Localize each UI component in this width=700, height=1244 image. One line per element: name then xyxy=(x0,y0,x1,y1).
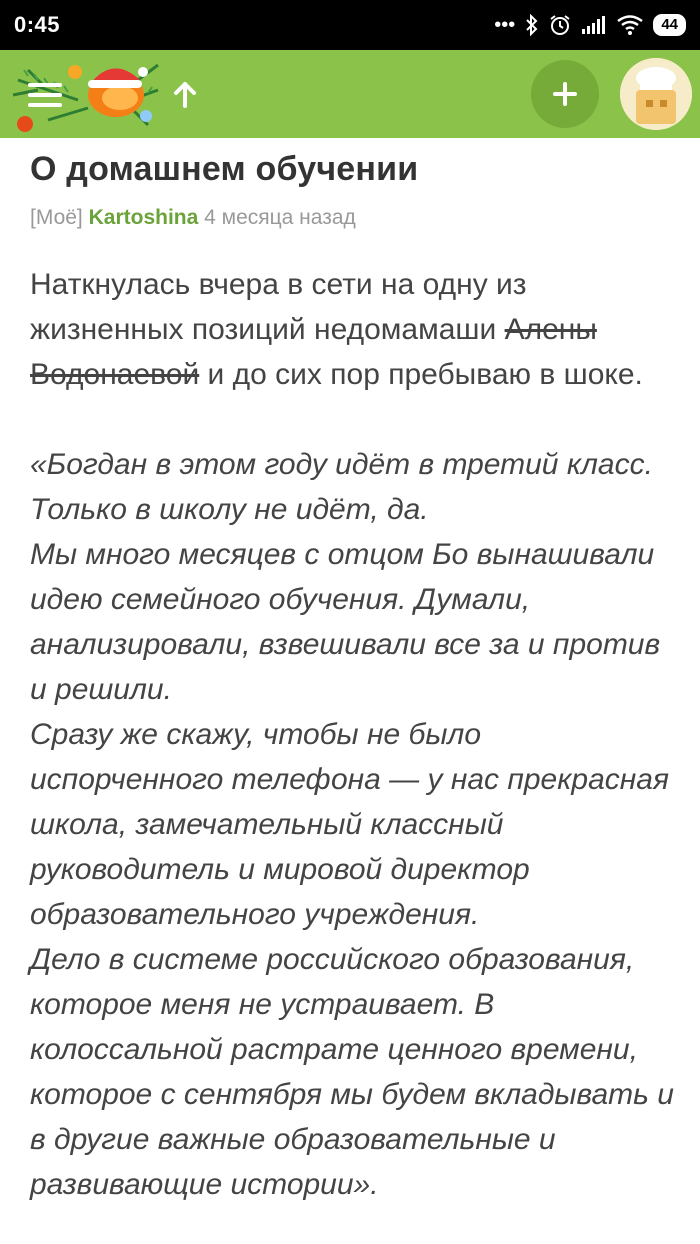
add-post-button[interactable] xyxy=(531,60,599,128)
status-bar xyxy=(0,0,700,50)
menu-icon-bar xyxy=(28,103,62,107)
signal-icon xyxy=(581,15,607,35)
menu-icon-bar xyxy=(28,83,62,87)
post-title[interactable]: О домашнем обучении xyxy=(30,150,419,188)
strikethrough-name: Алены Водонаевой xyxy=(30,313,597,391)
quote-line: Дело в системе российского образования, которое меня не устраивает. В колоссальной растрате ценного времени, которое с сентября мы будем вкладывать и в другие важные образовательные и развивающие истории». xyxy=(30,943,674,1201)
wifi-icon xyxy=(617,15,643,35)
status-time: 0:45 xyxy=(14,12,61,37)
post-time: 4 месяца назад xyxy=(204,206,356,229)
author-link[interactable]: Kartoshina xyxy=(88,206,199,229)
quote-block xyxy=(30,442,675,1207)
quote-line: «Богдан в этом году идёт в третий класс. xyxy=(30,448,653,481)
post-tag[interactable]: [Моё] xyxy=(30,206,83,229)
arrow-up-icon[interactable] xyxy=(170,78,200,110)
app-bar xyxy=(0,50,700,138)
quote-line: Только в школу не идёт, да. xyxy=(30,493,429,526)
intro-paragraph xyxy=(30,262,675,397)
menu-icon-bar xyxy=(28,93,62,97)
alarm-icon xyxy=(549,14,571,36)
status-icons xyxy=(494,14,686,37)
bluetooth-icon xyxy=(525,14,539,36)
intro-text-end: и до сих пор пребываю в шоке. xyxy=(199,358,643,391)
post-meta xyxy=(30,204,675,232)
quote-line: Мы много месяцев с отцом Бо вынашивали идею семейного обучения. Думали, анализировали, взвешивали все за и против и решили. xyxy=(30,538,661,706)
intro-text: Наткнулась вчера в сети на одну из жизненных позиций недомамаши xyxy=(30,268,527,346)
quote-line: Сразу же скажу, чтобы не было испорченного телефона — у нас прекрасная школа, замечательный классный руководитель и мировой директор образовательного учреждения. xyxy=(30,718,669,931)
post-body xyxy=(30,262,675,1207)
more-dots-icon: ••• xyxy=(494,13,516,36)
post xyxy=(30,138,675,1207)
chef-avatar-icon xyxy=(620,58,692,130)
battery-indicator: 44 xyxy=(653,14,686,36)
menu-button[interactable] xyxy=(28,83,62,107)
avatar[interactable] xyxy=(620,58,692,130)
